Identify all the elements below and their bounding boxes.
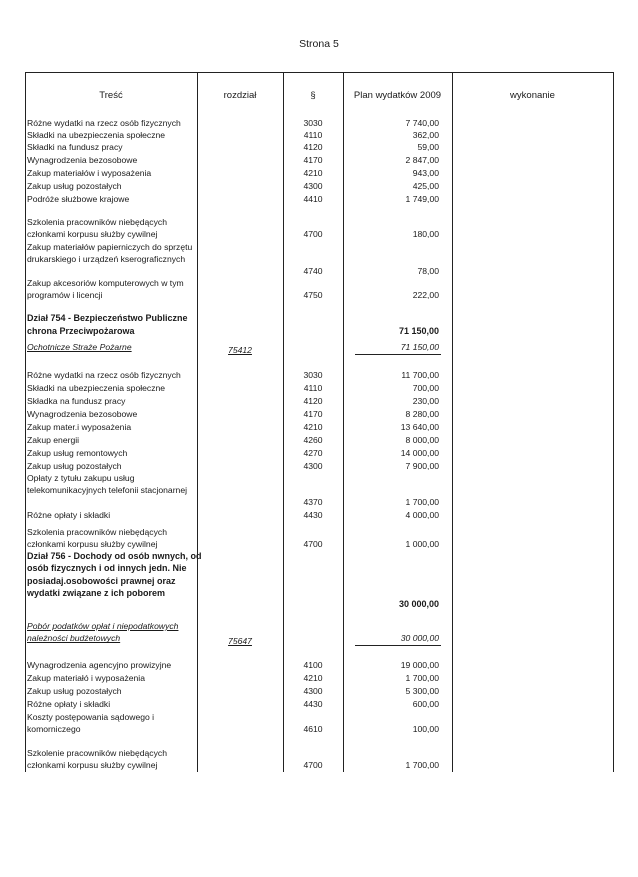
chapter-title: Ochotnicze Straże Pożarne <box>27 342 132 352</box>
row-plan-value: 1 000,00 <box>405 539 439 549</box>
row-description: Zakup energii <box>27 435 80 445</box>
row-paragraph: 4700 <box>303 539 323 549</box>
row-plan-value: 5 300,00 <box>405 686 439 696</box>
column-header-plan: Plan wydatków 2009 <box>353 90 442 101</box>
row-plan-value: 8 280,00 <box>405 409 439 419</box>
row-plan-value: 222,00 <box>412 290 439 300</box>
row-plan-value: 7 740,00 <box>405 118 439 128</box>
row-plan-value: 180,00 <box>412 229 439 239</box>
row-plan-value: 230,00 <box>412 396 439 406</box>
row-plan-value: 943,00 <box>412 168 439 178</box>
table-top-border <box>25 72 614 73</box>
row-paragraph: 4300 <box>303 686 323 696</box>
row-paragraph: 4430 <box>303 699 323 709</box>
row-paragraph: 4100 <box>303 660 323 670</box>
row-plan-value: 14 000,00 <box>400 448 439 458</box>
row-plan-value: 100,00 <box>412 724 439 734</box>
row-paragraph: 4210 <box>303 422 323 432</box>
row-plan-value: 1 749,00 <box>405 194 439 204</box>
row-description: Różne wydatki na rzecz osób fizycznych <box>27 370 181 380</box>
column-header-paragraph: § <box>310 90 316 101</box>
page-number: Strona 5 <box>299 38 339 50</box>
row-description: Zakup materiałów i wyposażenia <box>27 168 152 178</box>
row-description: Składki na fundusz pracy <box>27 142 123 152</box>
row-description: Wynagrodzenia agencyjno prowizyjne <box>27 660 172 670</box>
row-paragraph: 4110 <box>303 383 323 393</box>
row-plan-value: 1 700,00 <box>405 673 439 683</box>
chapter-code: 75412 <box>228 345 252 355</box>
chapter-total: 30 000,00 <box>400 633 439 643</box>
row-description: Szkolenia pracowników niebędących członkami korpusu służby cywilnej <box>27 527 167 550</box>
row-description: Składki na ubezpieczenia społeczne <box>27 130 166 140</box>
row-paragraph: 4700 <box>303 229 323 239</box>
column-header-wykonanie: wykonanie <box>510 90 555 101</box>
row-plan-value: 600,00 <box>412 699 439 709</box>
row-plan-value: 19 000,00 <box>400 660 439 670</box>
row-paragraph: 4120 <box>303 142 323 152</box>
row-paragraph: 3030 <box>303 118 323 128</box>
row-plan-value: 4 000,00 <box>405 510 439 520</box>
row-paragraph: 4270 <box>303 448 323 458</box>
row-paragraph: 4740 <box>303 266 323 276</box>
row-paragraph: 4410 <box>303 194 323 204</box>
section-total: 71 150,00 <box>398 326 439 336</box>
row-plan-value: 13 640,00 <box>400 422 439 432</box>
row-description: Zakup materiałów papierniczych do sprzętu drukarskiego i urządzeń kserograficznych <box>27 242 193 265</box>
row-description: Zakup materiałó i wyposażenia <box>27 673 145 683</box>
row-description: Opłaty z tytułu zakupu usług telekomunikacyjnych telefonii stacjonarnej <box>27 473 188 496</box>
row-description: Szkolenie pracowników niebędących członkami korpusu służby cywilnej <box>27 748 167 771</box>
row-plan-value: 425,00 <box>412 181 439 191</box>
row-paragraph: 4170 <box>303 409 323 419</box>
total-underline <box>355 354 441 355</box>
row-description: Zakup usług remontowych <box>27 448 128 458</box>
row-paragraph: 4300 <box>303 461 323 471</box>
chapter-title: Pobór podatków opłat i niepodatkowych należności budżetowych <box>27 621 179 644</box>
row-description: Zakup akcesoriów komputerowych w tym programów i licencji <box>27 278 184 301</box>
row-plan-value: 1 700,00 <box>405 760 439 770</box>
row-description: Wynagrodzenia bezosobowe <box>27 155 138 165</box>
row-description: Zakup usług pozostałych <box>27 461 122 471</box>
row-paragraph: 4370 <box>303 497 323 507</box>
row-plan-value: 362,00 <box>412 130 439 140</box>
row-paragraph: 4700 <box>303 760 323 770</box>
row-description: Składka na fundusz pracy <box>27 396 126 406</box>
row-paragraph: 4610 <box>303 724 323 734</box>
row-paragraph: 4300 <box>303 181 323 191</box>
row-paragraph: 4120 <box>303 396 323 406</box>
row-paragraph: 4750 <box>303 290 323 300</box>
column-divider <box>452 72 453 772</box>
column-header-rozdzial: rozdział <box>223 90 257 101</box>
row-description: Składki na ubezpieczenia społeczne <box>27 383 166 393</box>
row-description: Zakup usług pozostałych <box>27 181 122 191</box>
chapter-code: 75647 <box>228 636 252 646</box>
row-description: Różne opłaty i składki <box>27 510 111 520</box>
row-description: Szkolenia pracowników niebędących członkami korpusu służby cywilnej <box>27 217 167 240</box>
row-paragraph: 3030 <box>303 370 323 380</box>
row-plan-value: 1 700,00 <box>405 497 439 507</box>
row-paragraph: 4210 <box>303 168 323 178</box>
row-description: Koszty postępowania sądowego i komorniczego <box>27 712 155 735</box>
row-paragraph: 4210 <box>303 673 323 683</box>
row-paragraph: 4110 <box>303 130 323 140</box>
section-title: Dział 754 - Bezpieczeństwo Publiczne chrona Przeciwpożarowa <box>27 313 188 336</box>
row-paragraph: 4170 <box>303 155 323 165</box>
chapter-total: 71 150,00 <box>400 342 439 352</box>
row-paragraph: 4430 <box>303 510 323 520</box>
row-description: Zakup usług pozostałych <box>27 686 122 696</box>
row-plan-value: 700,00 <box>412 383 439 393</box>
row-description: Zakup mater.i wyposażenia <box>27 422 132 432</box>
row-description: Podróże służbowe krajowe <box>27 194 130 204</box>
section-title: Dział 756 - Dochody od osób nwnych, od osób fizycznych i od innych jedn. Nie posiadaj.osobowości prawnej oraz wydatki związane z ich poborem <box>27 551 202 599</box>
column-divider <box>197 72 198 772</box>
column-divider <box>343 72 344 772</box>
row-description: Różne wydatki na rzecz osób fizycznych <box>27 118 181 128</box>
row-plan-value: 7 900,00 <box>405 461 439 471</box>
row-plan-value: 59,00 <box>417 142 439 152</box>
column-header-tresc: Treść <box>99 90 123 101</box>
row-plan-value: 2 847,00 <box>405 155 439 165</box>
total-underline <box>355 645 441 646</box>
section-total: 30 000,00 <box>398 599 439 609</box>
row-plan-value: 11 700,00 <box>401 370 439 380</box>
row-description: Różne opłaty i składki <box>27 699 111 709</box>
row-paragraph: 4260 <box>303 435 323 445</box>
row-description: Wynagrodzenia bezosobowe <box>27 409 138 419</box>
row-plan-value: 8 000,00 <box>405 435 439 445</box>
table-right-border <box>613 72 614 772</box>
table-left-border <box>25 72 26 772</box>
row-plan-value: 78,00 <box>417 266 439 276</box>
